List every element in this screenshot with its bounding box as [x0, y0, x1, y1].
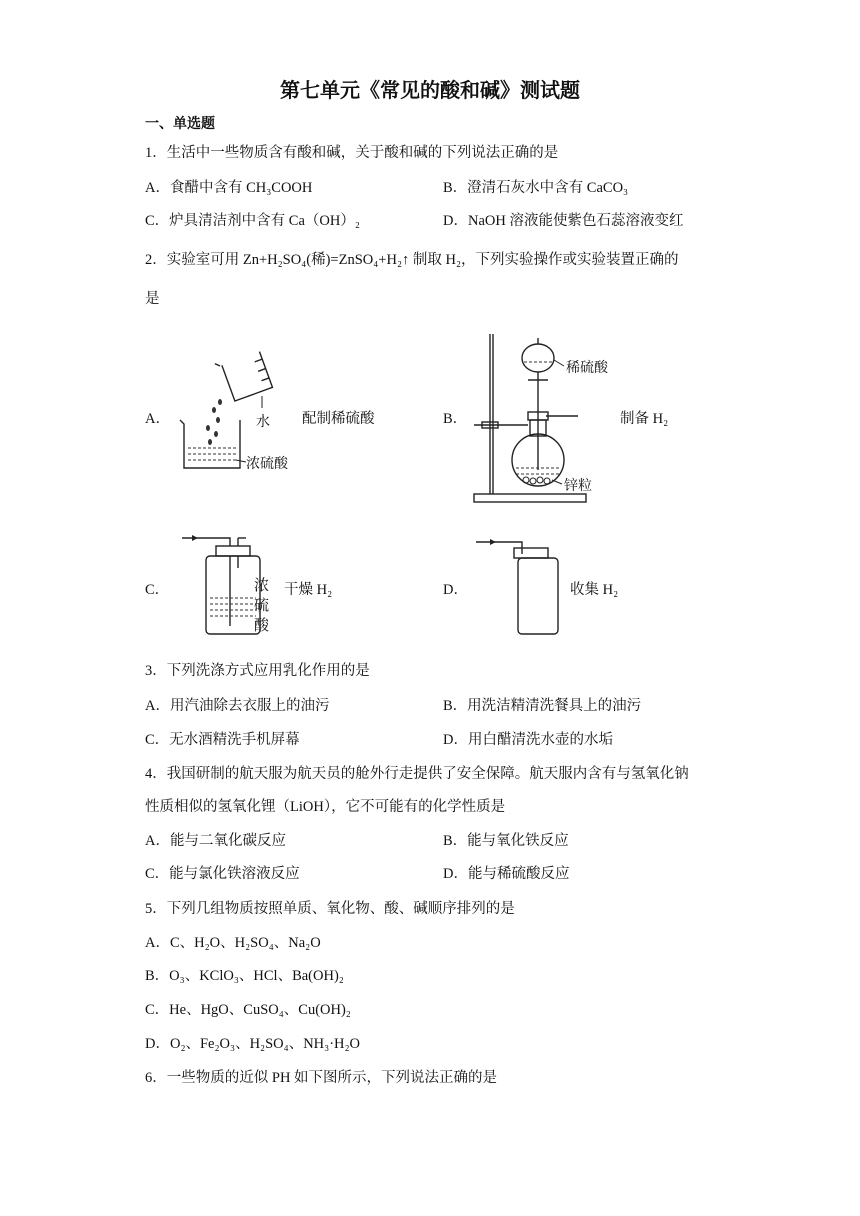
question-2-stem: 2．实验室可用 Zn+H₂SO₄(稀)=ZnSO₄+H₂↑ 制取 H₂，下列实验操作或实验装置正确的	[145, 252, 679, 268]
question-3-option-c: C．无水酒精洗手机屏幕	[145, 732, 300, 748]
gas-collection-bottle-diagram	[474, 532, 564, 636]
question-3-option-b: B．用洗洁精清洗餐具上的油污	[443, 698, 642, 714]
question-1-option-b: B．澄清石灰水中含有 CaCO₃	[443, 180, 629, 196]
question-4-option-b: B．能与氧化铁反应	[443, 833, 569, 849]
dilute-acid-label: 稀硫酸	[566, 360, 608, 376]
question-2-option-d-caption: 收集 H₂	[570, 582, 619, 598]
hydrogen-generator-diagram	[468, 330, 618, 508]
question-2-option-b-caption: 制备 H₂	[620, 411, 669, 427]
question-1-option-d: D．NaOH 溶液能使紫色石蕊溶液变红	[443, 213, 684, 229]
question-4-stem: 4．我国研制的航天服为航天员的舱外行走提供了安全保障。航天服内含有与氢氧化钠	[145, 766, 689, 782]
question-5-option-a: A．C、H₂O、H₂SO₄、Na₂O	[145, 935, 321, 951]
water-label: 水	[256, 414, 270, 430]
page-title: 第七单元《常见的酸和碱》测试题	[280, 78, 580, 102]
question-2-option-a-caption: 配制稀硫酸	[302, 411, 375, 427]
question-3-option-a: A．用汽油除去衣服上的油污	[145, 698, 330, 714]
conc-label-3: 酸	[254, 616, 270, 634]
question-5-option-c: C．He、HgO、CuSO₄、Cu(OH)₂	[145, 1002, 351, 1018]
question-5-option-b: B．O₃、KClO₃、HCl、Ba(OH)₂	[145, 968, 344, 984]
conc-label-2: 硫	[254, 596, 270, 614]
question-1-option-c: C．炉具清洁剂中含有 Ca（OH）₂	[145, 213, 360, 229]
section-heading: 一、单选题	[145, 116, 215, 132]
diluting-acid-diagram	[170, 350, 300, 478]
conc-acid-label: 浓硫酸	[246, 456, 288, 472]
question-4-option-a: A．能与二氧化碳反应	[145, 833, 286, 849]
question-4-option-c: C．能与氯化铁溶液反应	[145, 866, 300, 882]
drying-bottle-diagram	[178, 528, 278, 640]
question-2-option-c-letter: C．	[145, 582, 170, 598]
question-1-option-a: A．食醋中含有 CH₃COOH	[145, 180, 313, 196]
question-2-option-b-letter: B．	[443, 411, 468, 427]
question-3-stem: 3．下列洗涤方式应用乳化作用的是	[145, 663, 370, 679]
question-5-option-d: D．O₂、Fe₂O₃、H₂SO₄、NH₃·H₂O	[145, 1036, 361, 1052]
question-2-stem-cont: 是	[145, 291, 160, 307]
question-2-option-d-letter: D．	[443, 582, 468, 598]
question-4-option-d: D．能与稀硫酸反应	[443, 866, 570, 882]
zinc-label: 锌粒	[564, 478, 592, 494]
conc-label-1: 浓	[254, 576, 270, 594]
question-2-option-a-letter: A．	[145, 411, 170, 427]
question-2-option-c-caption: 干燥 H₂	[284, 582, 333, 598]
question-6-stem: 6．一些物质的近似 PH 如下图所示，下列说法正确的是	[145, 1070, 498, 1086]
question-5-stem: 5．下列几组物质按照单质、氧化物、酸、碱顺序排列的是	[145, 901, 515, 917]
question-4-stem-cont: 性质相似的氢氧化锂（LiOH），它不可能有的化学性质是	[145, 799, 506, 815]
question-3-option-d: D．用白醋清洗水壶的水垢	[443, 732, 613, 748]
question-1-stem: 1．生活中一些物质含有酸和碱，关于酸和碱的下列说法正确的是	[145, 145, 559, 161]
